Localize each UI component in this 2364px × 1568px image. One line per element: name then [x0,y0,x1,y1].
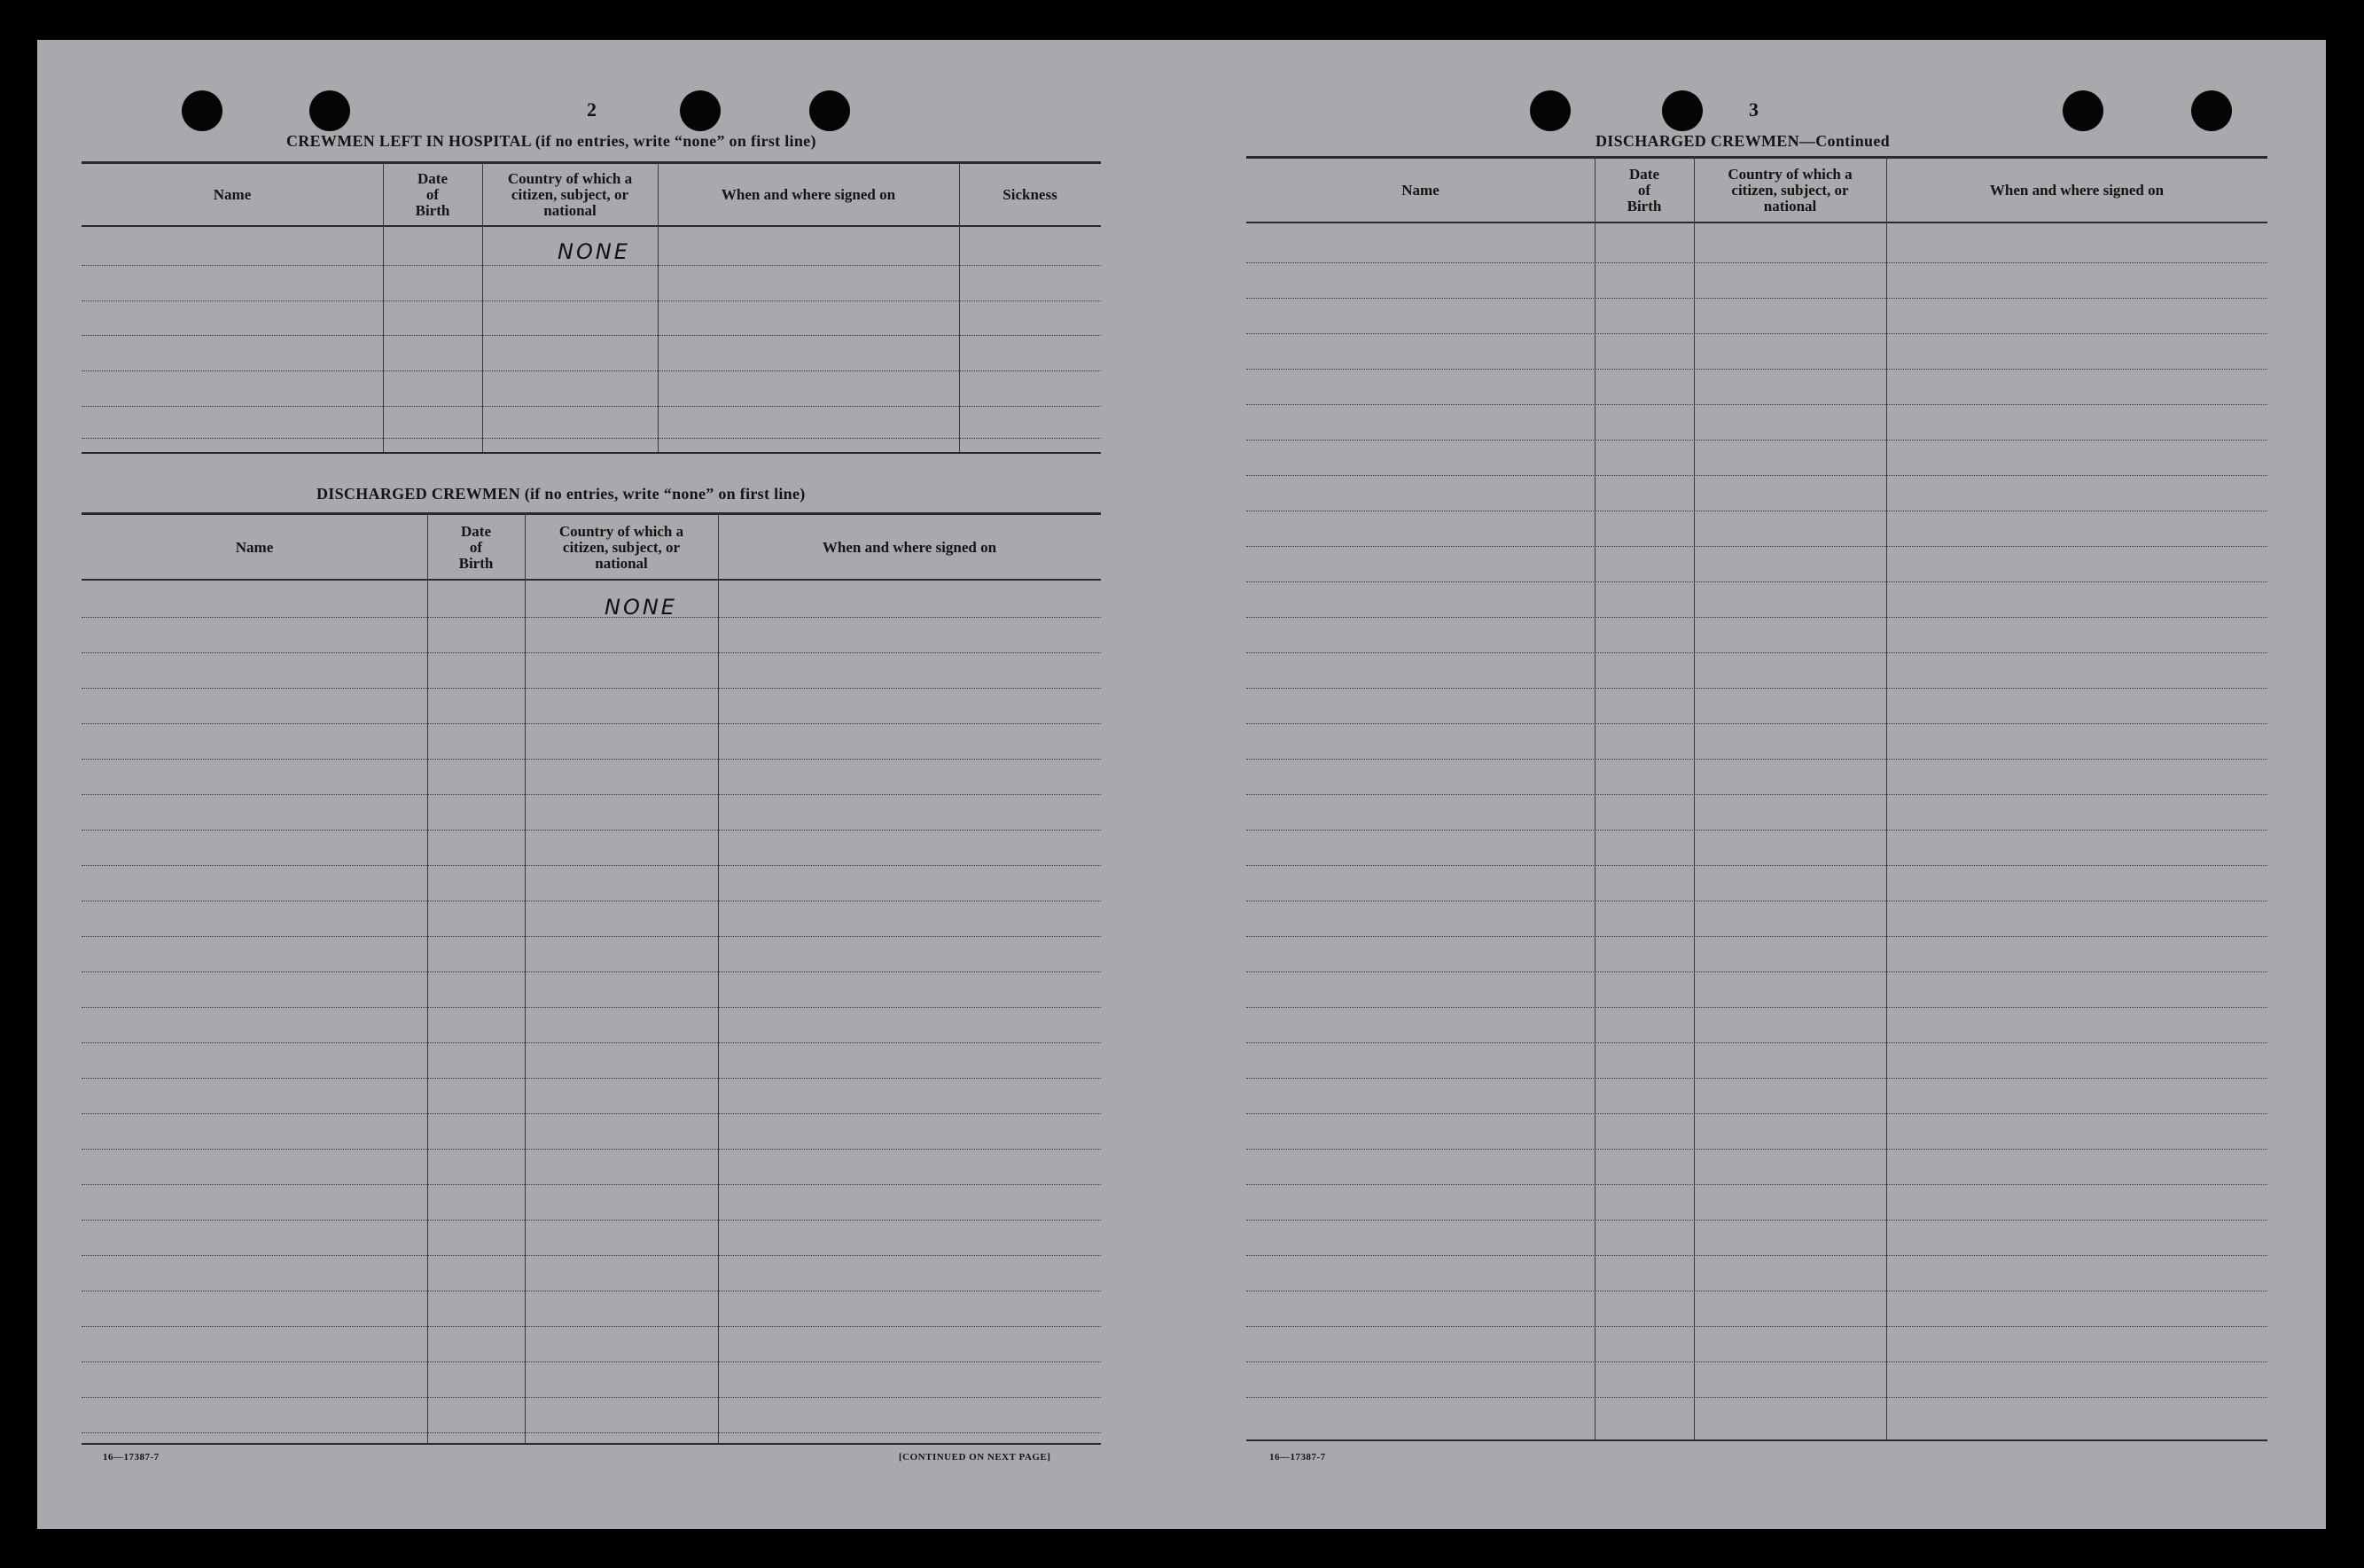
table-row [1246,936,2267,937]
header-signed-on: When and where signed on [721,186,896,203]
table-row [82,723,1101,724]
header-country: Country of which a citizen, subject, or national [1728,166,1853,215]
handwritten-none: NONE [605,595,677,620]
table-row [82,1397,1101,1398]
table-row [1246,1220,2267,1221]
continued-note: [CONTINUED ON NEXT PAGE] [899,1452,1051,1463]
table-row [82,830,1101,831]
table-row [1246,262,2267,263]
form-number-left: 16—17387-7 [103,1452,160,1463]
header-country: Country of which a citizen, subject, or national [507,170,633,219]
page-number-left: 2 [587,98,597,121]
table-row [1246,617,2267,618]
header-sickness: Sickness [1003,186,1057,203]
table-row [82,1113,1101,1114]
header-date-of-birth: Date of Birth [415,170,450,219]
table-row [82,1007,1101,1008]
table-row [1246,794,2267,795]
table-row [82,1326,1101,1327]
header-date-of-birth: Date of Birth [458,522,494,572]
table-row [1246,1007,2267,1008]
punch-hole [309,90,350,131]
table-row [82,936,1101,937]
table-row [1246,865,2267,866]
document-sheet [37,40,2326,1529]
punch-hole [1530,90,1571,131]
table-row [1246,1113,2267,1114]
table-row [1246,759,2267,760]
table-row [1246,1149,2267,1150]
table-row [1246,581,2267,582]
table-row [82,1255,1101,1256]
table-row [82,688,1101,689]
punch-hole [2191,90,2232,131]
table-row [82,1432,1101,1433]
table-row [82,1042,1101,1043]
table-row [1246,1361,2267,1362]
table-row [1246,688,2267,689]
table-row [1246,369,2267,370]
header-signed-on: When and where signed on [822,538,997,556]
punch-hole [680,90,721,131]
table-row [82,971,1101,972]
header-signed-on: When and where signed on [1989,182,2165,199]
table-row [1246,830,2267,831]
discharged-section-title: DISCHARGED CREWMEN (if no entries, write “none” on first line) [316,485,806,503]
discharged-continued-title: DISCHARGED CREWMEN—Continued [1596,132,1890,150]
header-name: Name [213,186,252,203]
page-number-right: 3 [1749,98,1759,121]
table-row [82,406,1101,407]
table-row [1246,546,2267,547]
table-row [1246,1078,2267,1079]
table-row [82,1078,1101,1079]
table-row [82,1149,1101,1150]
header-country: Country of which a citizen, subject, or national [558,522,684,572]
table-row [1246,1255,2267,1256]
handwritten-none: NONE [558,239,630,264]
header-name: Name [1401,182,1439,199]
hospital-section-title: CREWMEN LEFT IN HOSPITAL (if no entries, write “none” on first line) [286,132,816,150]
table-row [82,652,1101,653]
table-row [1246,971,2267,972]
table-row [82,335,1101,336]
table-row [82,865,1101,866]
table-row [1246,1397,2267,1398]
table-row [82,300,1101,301]
table-row [82,1184,1101,1185]
punch-hole [1662,90,1703,131]
table-row [1246,1326,2267,1327]
discharged-table-left [82,512,1101,1445]
table-row [1246,298,2267,299]
punch-hole [809,90,850,131]
punch-hole [182,90,222,131]
table-row [1246,333,2267,334]
table-row [1246,723,2267,724]
table-row [1246,475,2267,476]
table-row [82,438,1101,439]
table-row [1246,652,2267,653]
table-row [82,794,1101,795]
table-row [1246,404,2267,405]
header-name: Name [235,538,274,556]
table-row [82,759,1101,760]
punch-hole [2063,90,2103,131]
hospital-table [82,161,1101,454]
table-row [1246,440,2267,441]
header-date-of-birth: Date of Birth [1627,166,1662,215]
table-row [82,617,1101,618]
form-number-right: 16—17387-7 [1269,1452,1326,1463]
table-row [1246,1184,2267,1185]
table-row [82,1220,1101,1221]
discharged-table-right [1246,156,2267,1441]
table-row [82,265,1101,266]
table-row [82,1361,1101,1362]
table-row [1246,1042,2267,1043]
